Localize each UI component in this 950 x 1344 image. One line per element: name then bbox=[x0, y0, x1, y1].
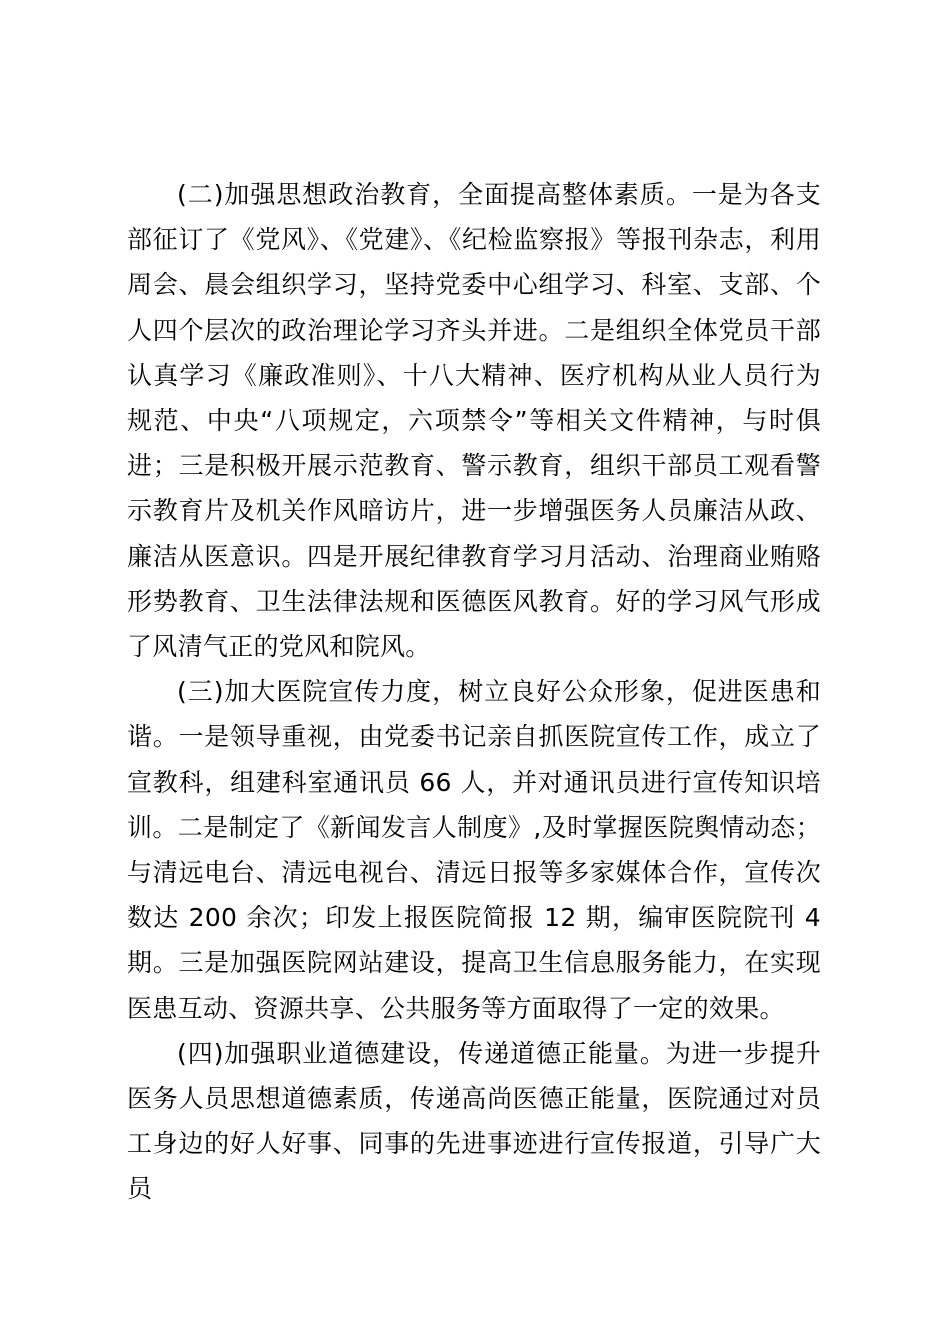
paragraph-ideological-education: (二)加强思想政治教育，全面提高整体素质。一是为各支部征订了《党风》、《党建》、《纪检监察报》等报刊杂志，利用周会、晨会组织学习，坚持党委中心组学习、科室、支部、个人四个层次的政治理论学习齐头并进。二是组织全体党员干部认真学习《廉政准则》、十八大精神、医疗机构从业人员行为规范、中央“八项规定，六项禁令”等相关文件精神，与时俱进；三是积极开展示范教育、警示教育，组织干部员工观看警示教育片及机关作风暗访片，进一步增强医务人员廉洁从政、廉洁从医意识。四是开展纪律教育学习月活动、治理商业贿赂形势教育、卫生法律法规和医德医风教育。好的学习风气形成了风清气正的党风和院风。 bbox=[127, 180, 821, 662]
document-body bbox=[127, 172, 821, 1212]
paragraph-professional-ethics: (四)加强职业道德建设，传递道德正能量。为进一步提升医务人员思想道德素质，传递高尚医德正能量，医院通过对员工身边的好人好事、同事的先进事迹进行宣传报道，引导广大员 bbox=[127, 1038, 821, 1204]
paragraph-publicity: (三)加大医院宣传力度，树立良好公众形象，促进医患和谐。一是领导重视，由党委书记亲自抓医院宣传工作，成立了宣教科，组建科室通讯员 66 人，并对通讯员进行宣传知识培训。二是制定了《新闻发言人制度》,及时掌握医院舆情动态；与清远电台、清远电视台、清远日报等多家媒体合作，宣传次数达 200 余次；印发上报医院简报 12 期，编审医院院刊 4 期。三是加强医院网站建设，提高卫生信息服务能力，在实现医患互动、资源共享、公共服务等方面取得了一定的效果。 bbox=[127, 677, 821, 1023]
